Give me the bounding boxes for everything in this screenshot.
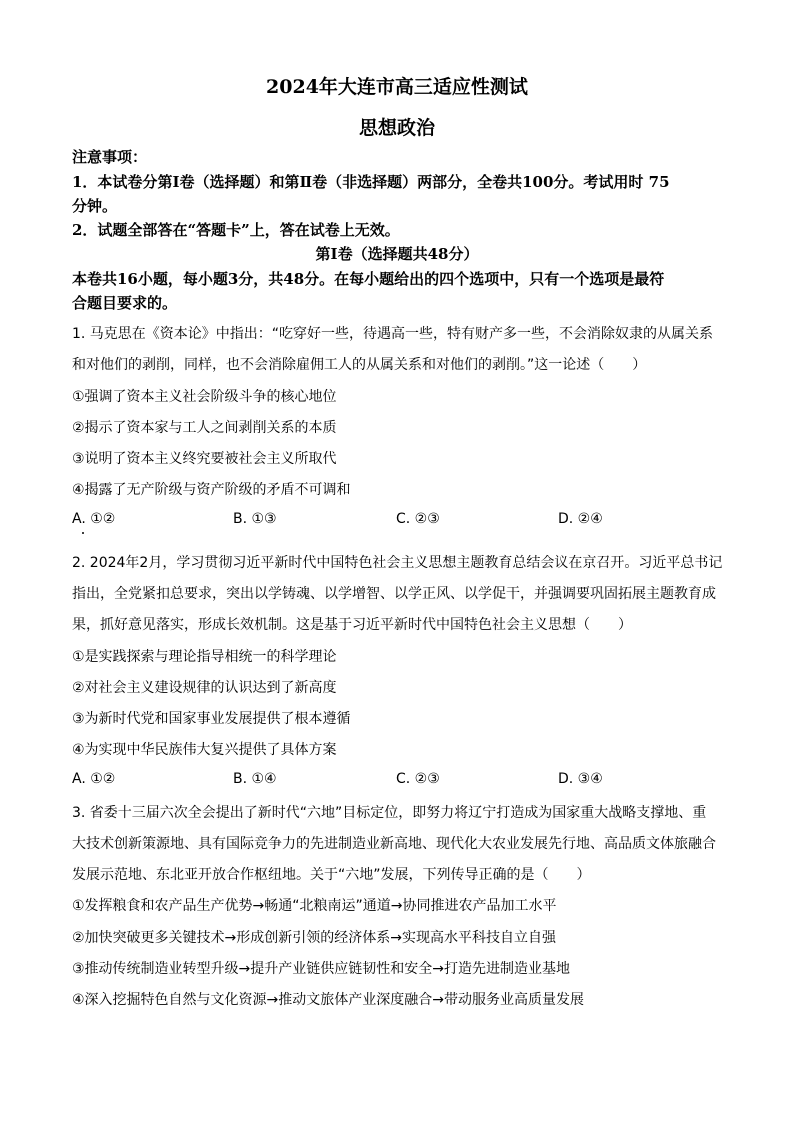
- q3-item-4: ④深入挖掘特色自然与文化资源→推动文旅体产业深度融合→带动服务业高质量发展: [72, 992, 585, 1008]
- q3-stem-line-2: 大技术创新策源地、具有国际竞争力的先进制造业新高地、现代化大农业发展先行地、高品质文体旅融合: [72, 836, 716, 852]
- q3-stem-line-3: 发展示范地、东北亚开放合作枢纽地。关于“六地”发展，下列传导正确的是（ ）: [72, 867, 591, 883]
- q1-item-4: ④揭露了无产阶级与资产阶级的矛盾不可调和: [72, 482, 351, 498]
- notice-item-1-line-1: 1．本试卷分第Ⅰ卷（选择题）和第Ⅱ卷（非选择题）两部分，全卷共100分。考试用时 75: [72, 173, 670, 191]
- q2-item-1: ①是实践探索与理论指导相统一的科学理论: [72, 649, 337, 665]
- q1-choice-b: B. ①③: [233, 511, 277, 527]
- section-title: 第Ⅰ卷（选择题共48分）: [315, 245, 479, 263]
- q3-stem-line-1: 3. 省委十三届六次全会提出了新时代“六地”目标定位，即努力将辽宁打造成为国家重大战略支撑地、重: [72, 805, 707, 821]
- q1-stem-line-1: 1. 马克思在《资本论》中指出：“吃穿好一些，待遇高一些，特有财产多一些，不会消除奴隶的从属关系: [72, 326, 714, 342]
- section-intro-line-1: 本卷共16小题，每小题3分，共48分。在每小题给出的四个选项中，只有一个选项是最符: [72, 270, 665, 288]
- section-intro-line-2: 合题目要求的。: [72, 294, 178, 312]
- subject-title: 思想政治: [358, 117, 435, 139]
- q2-item-2: ②对社会主义建设规律的认识达到了新高度: [72, 680, 337, 696]
- q1-item-3: ③说明了资本主义终究要被社会主义所取代: [72, 451, 337, 467]
- q1-choice-c: C. ②③: [396, 511, 440, 527]
- exam-title: 2024年大连市高三适应性测试: [266, 76, 528, 98]
- q3-item-2: ②加快突破更多关键技术→形成创新引领的经济体系→实现高水平科技自立自强: [72, 930, 557, 946]
- q1-item-1: ①强调了资本主义社会阶级斗争的核心地位: [72, 389, 337, 405]
- q2-stem-line-2: 指出，全党紧扣总要求，突出以学铸魂、以学增智、以学正风、以学促干，并强调要巩固拓展主题教育成: [72, 586, 716, 602]
- q1-stem-line-2: 和对他们的剥削，同样，也不会消除雇佣工人的从属关系和对他们的剥削。”这一论述（ ）: [72, 357, 647, 373]
- q2-item-4: ④为实现中华民族伟大复兴提供了具体方案: [72, 742, 337, 758]
- q2-item-3: ③为新时代党和国家事业发展提供了根本遵循: [72, 711, 351, 727]
- q2-choice-c: C. ②③: [396, 771, 440, 787]
- q2-stem-line-3: 果，抓好意见落实，形成长效机制。这是基于习近平新时代中国特色社会主义思想（ ）: [72, 617, 632, 633]
- q1-choice-a: A. ①②: [72, 511, 116, 527]
- stray-dot-mark: [82, 532, 84, 534]
- q2-choice-d: D. ③④: [558, 771, 603, 787]
- notice-item-2: 2．试题全部答在“答题卡”上，答在试卷上无效。: [72, 221, 400, 239]
- q1-choice-d: D. ②④: [558, 511, 603, 527]
- notice-item-1-line-2: 分钟。: [72, 197, 118, 215]
- notice-heading: 注意事项：: [72, 148, 148, 166]
- q2-choice-a: A. ①②: [72, 771, 116, 787]
- q3-item-3: ③推动传统制造业转型升级→提升产业链供应链韧性和安全→打造先进制造业基地: [72, 961, 571, 977]
- q1-item-2: ②揭示了资本家与工人之间剥削关系的本质: [72, 420, 337, 436]
- q2-choice-b: B. ①④: [233, 771, 277, 787]
- q2-stem-line-1: 2. 2024年2月，学习贯彻习近平新时代中国特色社会主义思想主题教育总结会议在京召开。习近平总书记: [72, 555, 723, 571]
- q3-item-1: ①发挥粮食和农产品生产优势→畅通“北粮南运”通道→协同推进农产品加工水平: [72, 898, 557, 914]
